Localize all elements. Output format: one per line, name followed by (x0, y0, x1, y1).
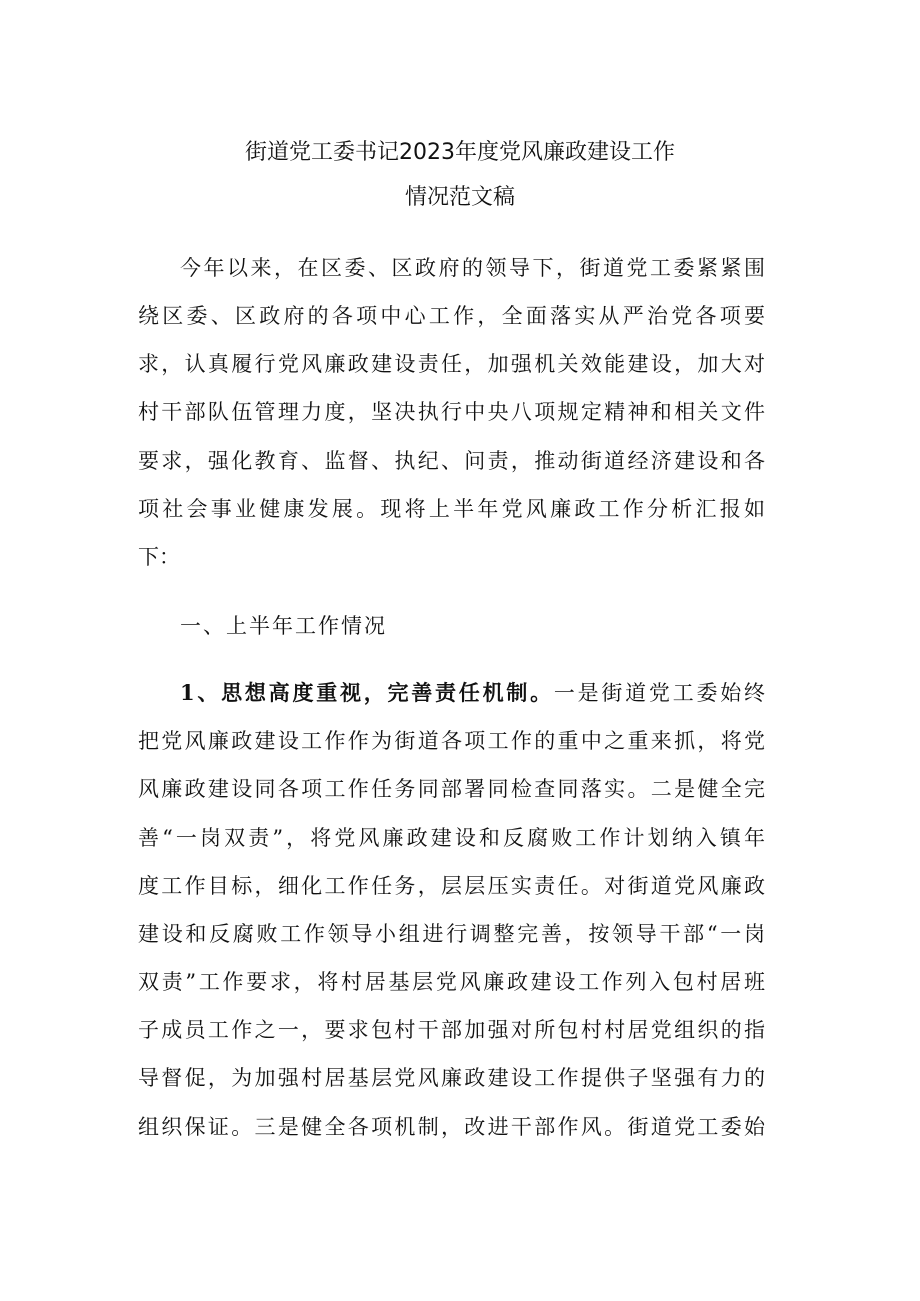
item1-line-1 (180, 676, 765, 710)
item1-first-rest: 一是街道党工委始终 (553, 681, 765, 705)
intro-line-6: 项社会事业健康发展。现将上半年党风廉政工作分析汇报如 (138, 497, 765, 521)
intro-line-4: 村干部队伍管理力度，坚决执行中央八项规定精神和相关文件 (138, 400, 765, 424)
document-title-line-2: 情况范文稿 (404, 185, 515, 210)
item1-bold-title: 1、思想高度重视，完善责任机制。 (180, 680, 554, 705)
document-title-line-1: 街道党工委书记2023年度党风廉政建设工作 (245, 140, 675, 165)
item1-line-6: 建设和反腐败工作领导小组进行调整完善，按领导干部“一岗 (138, 922, 765, 946)
section-heading: 一、上半年工作情况 (180, 614, 387, 638)
item1-line-4: 善“一岗双责”，将党风廉政建设和反腐败工作计划纳入镇年 (138, 826, 765, 850)
intro-line-5: 要求，强化教育、监督、执纪、问责，推动街道经济建设和各 (138, 449, 765, 473)
item1-line-10: 组织保证。三是健全各项机制，改进干部作风。街道党工委始 (138, 1115, 765, 1139)
intro-line-3: 求，认真履行党风廉政建设责任，加强机关效能建设，加大对 (138, 352, 765, 376)
item1-line-9: 导督促，为加强村居基层党风廉政建设工作提供子坚强有力的 (138, 1066, 765, 1090)
item1-line-8: 子成员工作之一，要求包村干部加强对所包村村居党组织的指 (138, 1018, 765, 1042)
intro-line-1: 今年以来，在区委、区政府的领导下，街道党工委紧紧围 (180, 256, 765, 280)
intro-line-7: 下： (138, 545, 180, 569)
item1-line-5: 度工作目标，细化工作任务，层层压实责任。对街道党风廉政 (138, 874, 765, 898)
item1-line-2: 把党风廉政建设工作作为街道各项工作的重中之重来抓，将党 (138, 729, 765, 753)
intro-line-2: 绕区委、区政府的各项中心工作，全面落实从严治党各项要 (138, 304, 765, 328)
item1-line-3: 风廉政建设同各项工作任务同部署同检查同落实。二是健全完 (138, 777, 765, 801)
item1-line-7: 双责”工作要求，将村居基层党风廉政建设工作列入包村居班 (138, 970, 765, 994)
